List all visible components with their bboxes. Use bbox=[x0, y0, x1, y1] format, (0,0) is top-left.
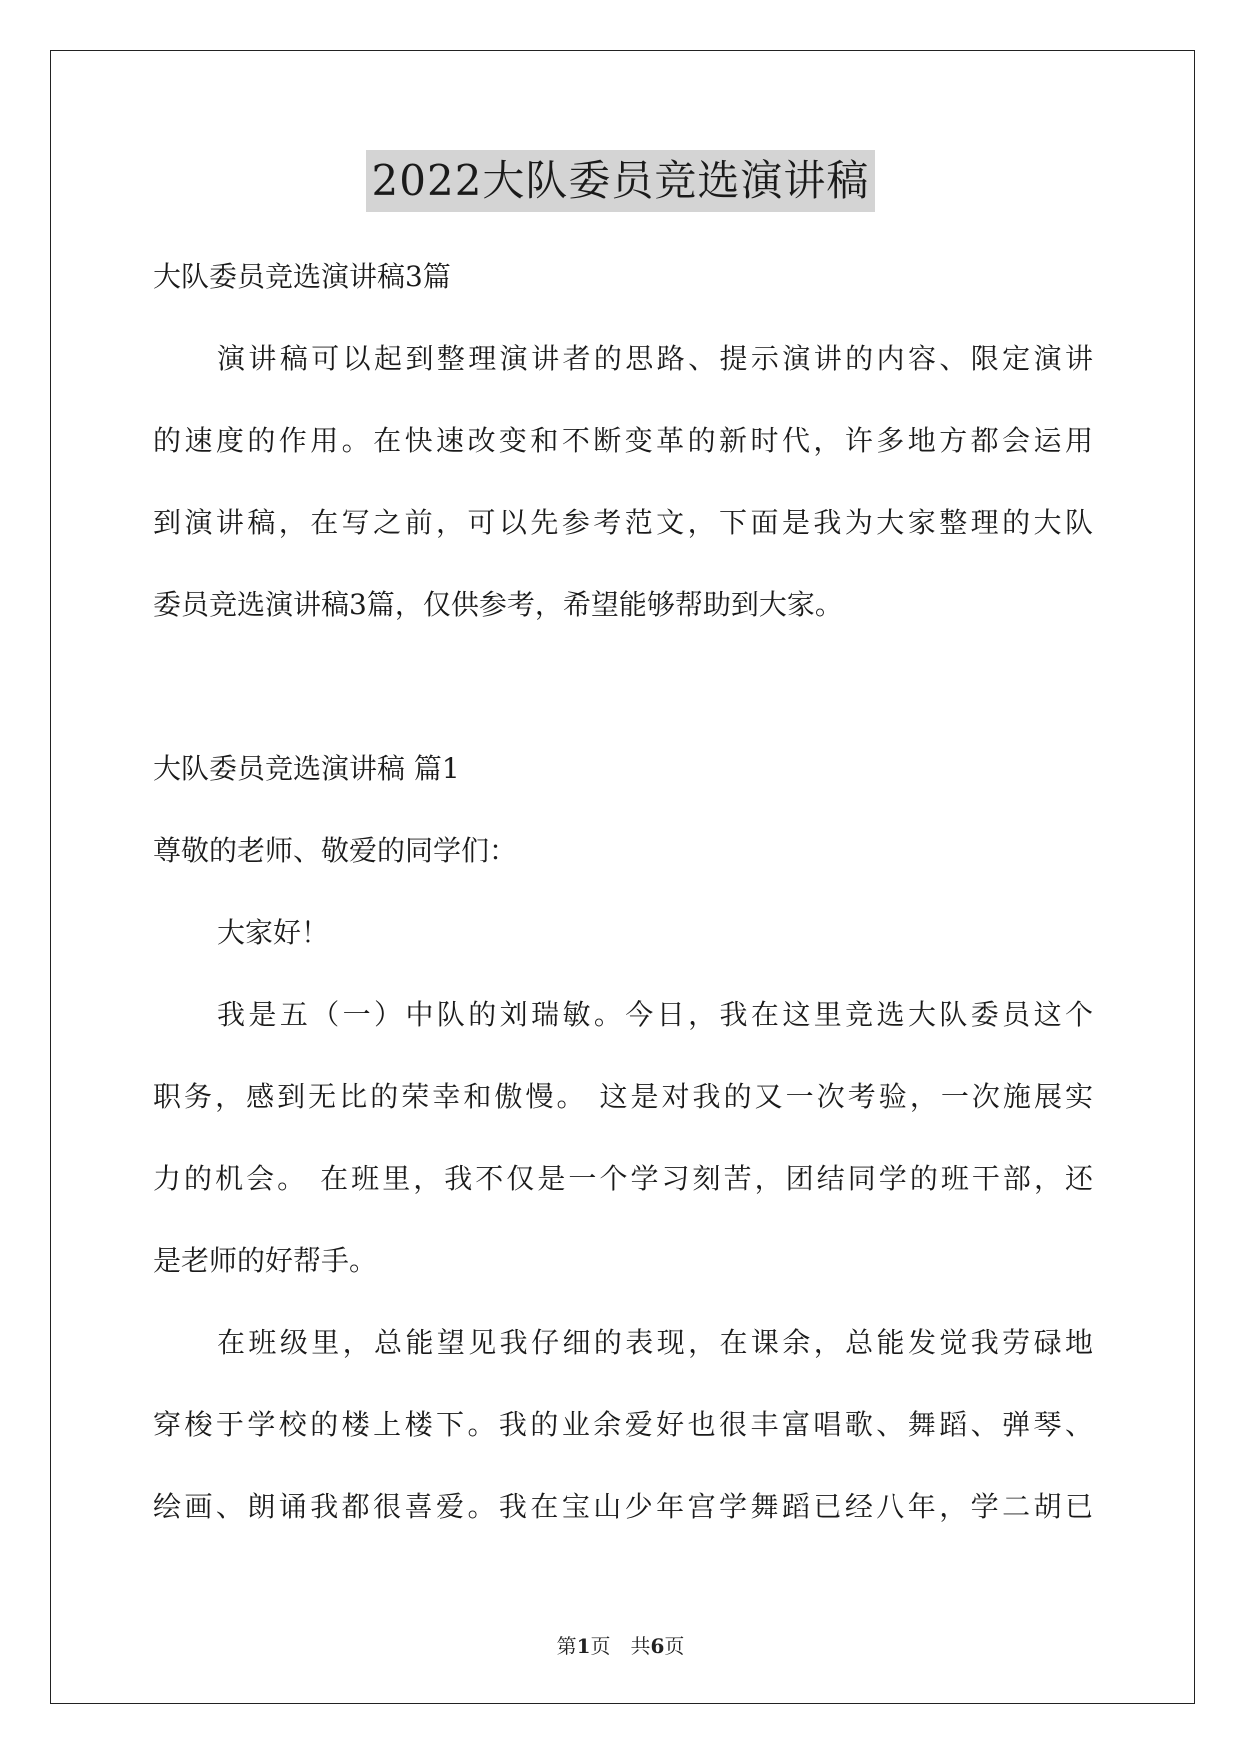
total-page-number: 6 bbox=[650, 1634, 665, 1658]
title-wrap bbox=[0, 150, 1241, 212]
paragraph-line: 穿梭于学校的楼上楼下。我的业余爱好也很丰富唱歌、舞蹈、弹琴、 bbox=[153, 1408, 1093, 1441]
section-heading: 大队委员竞选演讲稿 篇1 bbox=[153, 752, 460, 785]
intro-line: 演讲稿可以起到整理演讲者的思路、提示演讲的内容、限定演讲 bbox=[217, 342, 1093, 375]
document-title: 2022大队委员竞选演讲稿 bbox=[366, 150, 876, 212]
paragraph-line: 职务，感到无比的荣幸和傲慢。 这是对我的又一次考验，一次施展实 bbox=[153, 1080, 1093, 1113]
paragraph-line: 在班级里，总能望见我仔细的表现，在课余，总能发觉我劳碌地 bbox=[217, 1326, 1093, 1359]
document-body bbox=[153, 236, 1093, 1548]
section-gap bbox=[153, 646, 1093, 728]
document-subtitle: 大队委员竞选演讲稿3篇 bbox=[153, 260, 451, 293]
salutation: 尊敬的老师、敬爱的同学们： bbox=[153, 834, 518, 867]
page-mid: 页 共 bbox=[590, 1634, 651, 1658]
paragraph-line: 绘画、朗诵我都很喜爱。我在宝山少年宫学舞蹈已经八年，学二胡已 bbox=[153, 1490, 1093, 1523]
page-suffix: 页 bbox=[664, 1634, 685, 1658]
paragraph-line: 是老师的好帮手。 bbox=[153, 1244, 378, 1277]
intro-line: 到演讲稿，在写之前，可以先参考范文，下面是我为大家整理的大队 bbox=[153, 506, 1093, 539]
page-prefix: 第 bbox=[556, 1634, 577, 1658]
current-page-number: 1 bbox=[576, 1634, 591, 1658]
page-footer bbox=[0, 1630, 1241, 1659]
paragraph-line: 力的机会。 在班里，我不仅是一个学习刻苦，团结同学的班干部，还 bbox=[153, 1162, 1093, 1195]
paragraph-line: 我是五（一）中队的刘瑞敏。今日，我在这里竞选大队委员这个 bbox=[217, 998, 1093, 1031]
intro-line: 的速度的作用。在快速改变和不断变革的新时代，许多地方都会运用 bbox=[153, 424, 1093, 457]
greeting: 大家好！ bbox=[217, 916, 330, 949]
intro-line: 委员竞选演讲稿3篇，仅供参考，希望能够帮助到大家。 bbox=[153, 588, 843, 621]
